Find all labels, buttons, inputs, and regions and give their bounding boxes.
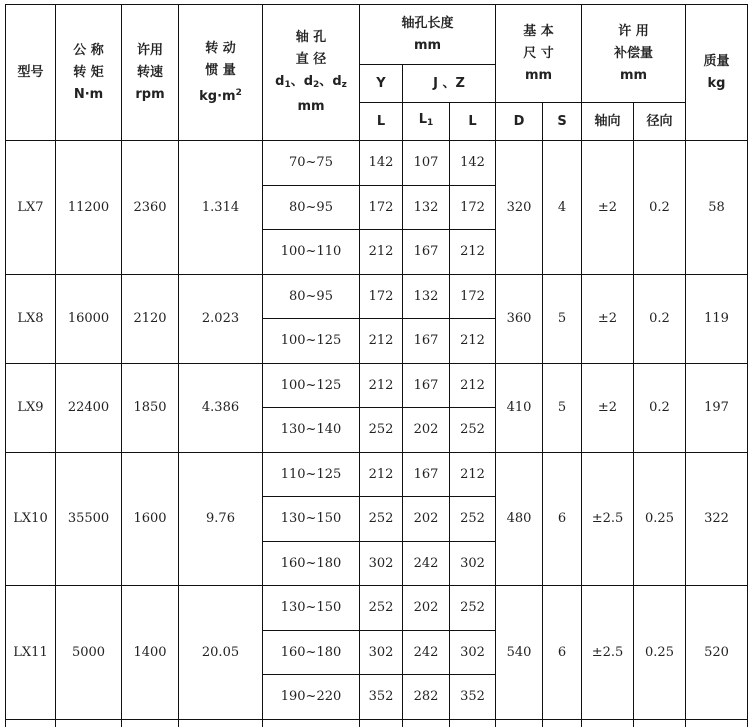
jz-l1-cell: 202 xyxy=(403,497,450,542)
torque-cell: 5000 xyxy=(56,586,122,720)
bore-range-cell: 100~125 xyxy=(263,363,360,408)
header-mass: 质量 kg xyxy=(686,5,748,141)
y-length-cell: 172 xyxy=(360,185,403,230)
jz-l-cell: 252 xyxy=(450,408,496,453)
header-basic-size: 基 本 尺 寸 mm xyxy=(496,5,582,103)
header-compensation: 许 用 补偿量 mm xyxy=(582,5,686,103)
model-cell: LX7 xyxy=(6,141,56,275)
d-cell: 480 xyxy=(496,452,543,586)
jz-l1-cell: 107 xyxy=(403,141,450,186)
table-row xyxy=(6,141,748,186)
s-cell: 5 xyxy=(543,363,582,452)
speed-cell: 1400 xyxy=(122,586,179,720)
model-cell: LX11 xyxy=(6,586,56,720)
header-model: 型号 xyxy=(6,5,56,141)
jz-l-cell: 212 xyxy=(450,452,496,497)
y-length-cell: 252 xyxy=(360,497,403,542)
y-length-cell: 252 xyxy=(360,408,403,453)
radial-cell: 0.2 xyxy=(634,141,686,275)
header-torque: 公 称 转 矩 N·m xyxy=(56,5,122,141)
axial-cell: ±2.5 xyxy=(582,452,634,586)
header-inertia: 转 动 惯 量 $kg\cdot m^2$ xyxy=(179,5,263,141)
mass-cell: 119 xyxy=(686,274,748,363)
y-length-cell: 142 xyxy=(360,141,403,186)
bore-range-cell: 100~125 xyxy=(263,319,360,364)
jz-l1-cell: 132 xyxy=(403,274,450,319)
header-speed: 许用 转速 rpm xyxy=(122,5,179,141)
table-row-cutoff xyxy=(6,719,748,727)
bore-range-cell: 80~95 xyxy=(263,185,360,230)
y-length-cell: 212 xyxy=(360,319,403,364)
header-jz-l: L xyxy=(450,103,496,141)
bore-range-cell: 130~150 xyxy=(263,497,360,542)
radial-cell: 0.2 xyxy=(634,274,686,363)
header-bore-length: 轴孔长度 mm xyxy=(360,5,496,65)
torque-cell: 11200 xyxy=(56,141,122,275)
speed-cell: 2120 xyxy=(122,274,179,363)
jz-l-cell: 212 xyxy=(450,319,496,364)
s-cell: 6 xyxy=(543,452,582,586)
y-length-cell: 302 xyxy=(360,541,403,586)
table-row xyxy=(6,274,748,319)
jz-l1-cell: 132 xyxy=(403,185,450,230)
bore-range-cell: 110~125 xyxy=(263,452,360,497)
jz-l1-cell: 242 xyxy=(403,630,450,675)
jz-l1-cell: 242 xyxy=(403,541,450,586)
header-s: S xyxy=(543,103,582,141)
jz-l1-cell: 167 xyxy=(403,363,450,408)
y-length-cell: 352 xyxy=(360,675,403,720)
model-cell: LX8 xyxy=(6,274,56,363)
bore-range-cell: 80~95 xyxy=(263,274,360,319)
speed-cell: 1600 xyxy=(122,452,179,586)
d-cell: 360 xyxy=(496,274,543,363)
inertia-cell: 20.05 xyxy=(179,586,263,720)
header-d: D xyxy=(496,103,543,141)
speed-cell: 1850 xyxy=(122,363,179,452)
header-jz-l1: $L_1$ xyxy=(403,103,450,141)
bore-range-cell: 190~220 xyxy=(263,675,360,720)
mass-cell: 520 xyxy=(686,586,748,720)
axial-cell: ±2.5 xyxy=(582,586,634,720)
header-jz: J 、Z xyxy=(403,65,496,103)
mass-cell: 322 xyxy=(686,452,748,586)
header-radial: 径向 xyxy=(634,103,686,141)
header-bore-diameter: 轴 孔 直 径 $d_1$、$d_2$、$d_z$ mm xyxy=(263,5,360,141)
jz-l1-cell: 167 xyxy=(403,319,450,364)
y-length-cell: 212 xyxy=(360,452,403,497)
header-y-l: L xyxy=(360,103,403,141)
inertia-cell: 4.386 xyxy=(179,363,263,452)
jz-l-cell: 172 xyxy=(450,274,496,319)
header-y: Y xyxy=(360,65,403,103)
d-cell: 320 xyxy=(496,141,543,275)
mass-cell: 58 xyxy=(686,141,748,275)
jz-l-cell: 252 xyxy=(450,497,496,542)
y-length-cell: 252 xyxy=(360,586,403,631)
jz-l-cell: 172 xyxy=(450,185,496,230)
axial-cell: ±2 xyxy=(582,274,634,363)
d-cell: 540 xyxy=(496,586,543,720)
jz-l1-cell: 202 xyxy=(403,586,450,631)
mass-cell: 197 xyxy=(686,363,748,452)
jz-l-cell: 212 xyxy=(450,230,496,275)
header-axial: 轴向 xyxy=(582,103,634,141)
s-cell: 6 xyxy=(543,586,582,720)
table-row xyxy=(6,452,748,497)
d-cell: 410 xyxy=(496,363,543,452)
jz-l-cell: 212 xyxy=(450,363,496,408)
radial-cell: 0.25 xyxy=(634,452,686,586)
torque-cell: 22400 xyxy=(56,363,122,452)
y-length-cell: 212 xyxy=(360,230,403,275)
spec-table-body xyxy=(6,141,748,727)
bore-range-cell: 100~110 xyxy=(263,230,360,275)
radial-cell: 0.25 xyxy=(634,586,686,720)
jz-l-cell: 302 xyxy=(450,630,496,675)
table-row xyxy=(6,586,748,631)
y-length-cell: 302 xyxy=(360,630,403,675)
speed-cell: 2360 xyxy=(122,141,179,275)
y-length-cell: 212 xyxy=(360,363,403,408)
torque-cell: 35500 xyxy=(56,452,122,586)
axial-cell: ±2 xyxy=(582,141,634,275)
table-row xyxy=(6,363,748,408)
jz-l1-cell: 167 xyxy=(403,452,450,497)
model-cell: LX10 xyxy=(6,452,56,586)
coupling-spec-table xyxy=(5,4,748,727)
radial-cell: 0.2 xyxy=(634,363,686,452)
torque-cell: 16000 xyxy=(56,274,122,363)
model-cell: LX9 xyxy=(6,363,56,452)
bore-range-cell: 160~180 xyxy=(263,630,360,675)
jz-l-cell: 252 xyxy=(450,586,496,631)
jz-l1-cell: 167 xyxy=(403,230,450,275)
jz-l-cell: 302 xyxy=(450,541,496,586)
jz-l1-cell: 202 xyxy=(403,408,450,453)
inertia-cell: 2.023 xyxy=(179,274,263,363)
bore-range-cell: 160~180 xyxy=(263,541,360,586)
axial-cell: ±2 xyxy=(582,363,634,452)
jz-l1-cell: 282 xyxy=(403,675,450,720)
y-length-cell: 172 xyxy=(360,274,403,319)
jz-l-cell: 352 xyxy=(450,675,496,720)
bore-range-cell: 130~140 xyxy=(263,408,360,453)
inertia-cell: 9.76 xyxy=(179,452,263,586)
bore-range-cell: 130~150 xyxy=(263,586,360,631)
jz-l-cell: 142 xyxy=(450,141,496,186)
inertia-cell: 1.314 xyxy=(179,141,263,275)
s-cell: 5 xyxy=(543,274,582,363)
bore-range-cell: 70~75 xyxy=(263,141,360,186)
s-cell: 4 xyxy=(543,141,582,275)
